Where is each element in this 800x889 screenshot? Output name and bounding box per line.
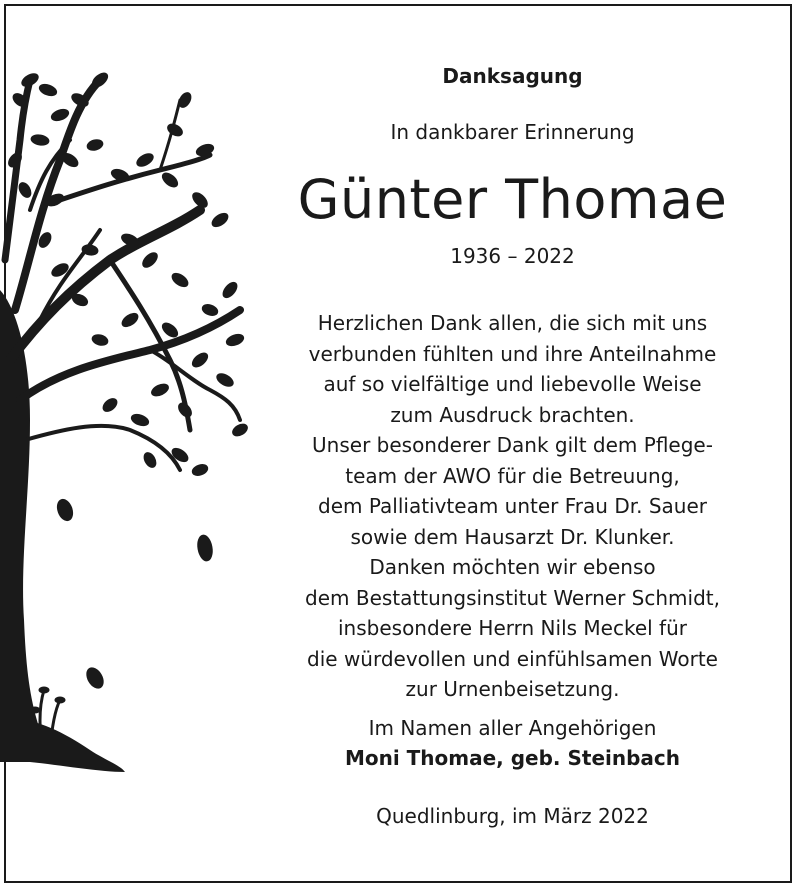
life-years: 1936 – 2022 <box>450 244 575 268</box>
body-line: insbesondere Herrn Nils Meckel für <box>338 616 687 640</box>
body-line: Unser besonderer Dank gilt dem Pflege- <box>312 433 713 457</box>
body-line: zum Ausdruck brachten. <box>390 402 635 427</box>
body-line: auf so vielfältige und liebevolle Weise <box>323 372 702 396</box>
place-date: Quedlinburg, im März 2022 <box>376 804 649 828</box>
body-line: zur Urnenbeisetzung. <box>405 677 620 701</box>
signature-intro: Im Namen aller Angehörigen <box>368 716 657 740</box>
body-line: sowie dem Hausarzt Dr. Klunker. <box>350 524 675 549</box>
deceased-name: Günter Thomae <box>297 168 728 231</box>
thank-you-text <box>250 308 775 705</box>
body-line: verbunden fühlten und ihre Anteilnahme <box>308 341 717 366</box>
body-line: dem Palliativteam unter Frau Dr. Sauer <box>318 494 707 518</box>
notice-intro: In dankbarer Erinnerung <box>390 120 635 144</box>
body-line: dem Bestattungsinstitut Werner Schmidt, <box>305 585 720 610</box>
signature-name: Moni Thomae, geb. Steinbach <box>344 746 681 770</box>
body-line: team der AWO für die Betreuung, <box>345 463 680 488</box>
body-line: die würdevollen und einfühlsamen Worte <box>307 646 718 671</box>
body-line: Danken möchten wir ebenso <box>369 555 656 579</box>
body-line: Herzlichen Dank allen, die sich mit uns <box>317 311 708 335</box>
tree-silhouette-icon <box>0 60 250 800</box>
notice-heading: Danksagung <box>442 64 583 88</box>
